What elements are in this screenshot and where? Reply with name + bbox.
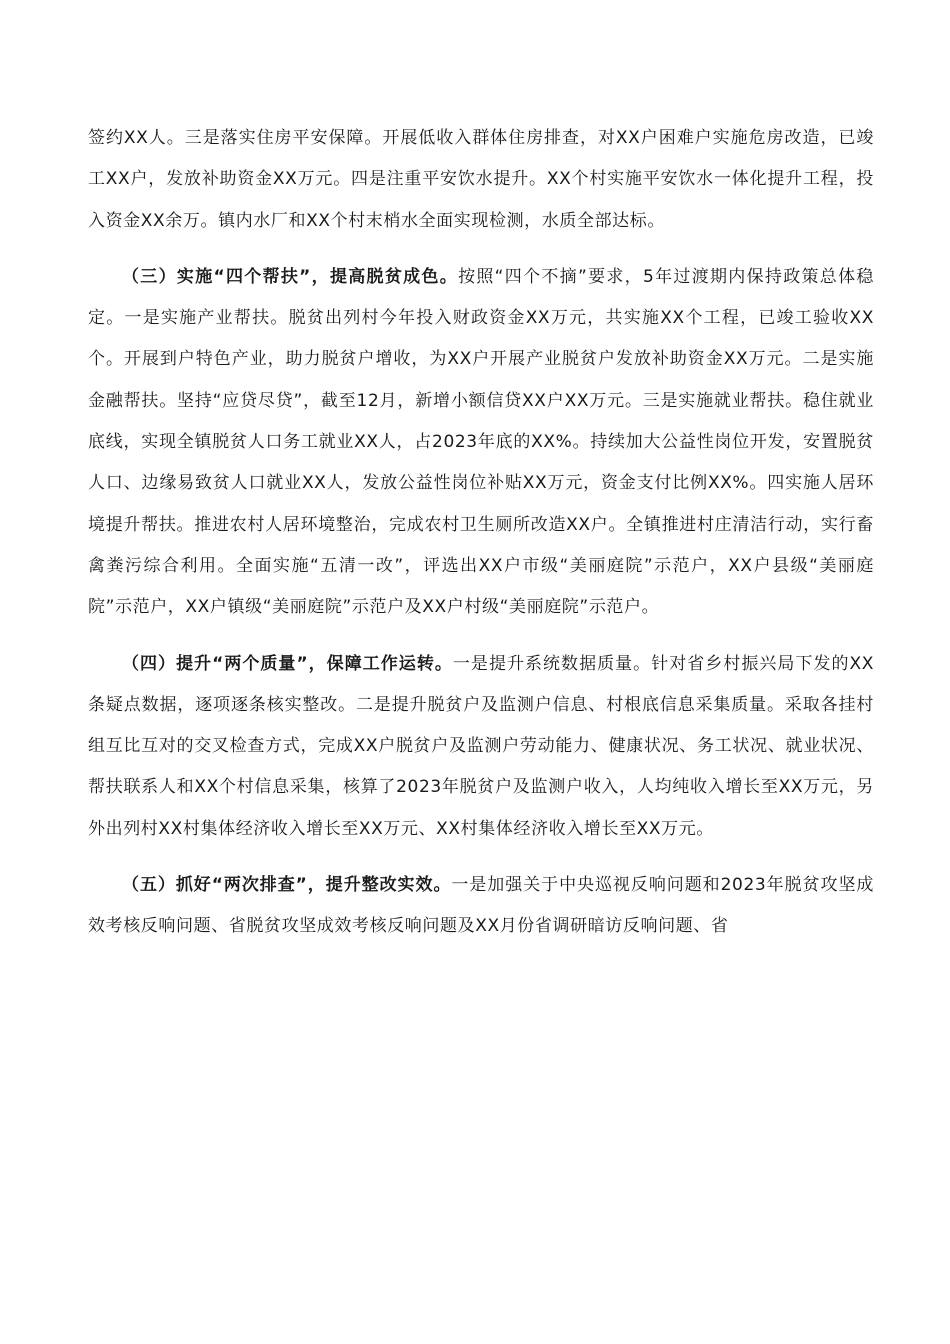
section-heading: （四）提升“两个质量”，保障工作运转。 xyxy=(122,653,453,674)
section-heading: （三）实施“四个帮扶”，提高脱贫成色。 xyxy=(122,266,459,287)
paragraph-body: 签约XX人。三是落实住房平安保障。开展低收入群体住房排查，对XX户困难户实施危房改造，已竣工XX户，发放补助资金XX万元。四是注重平安饮水提升。XX个村实施平安饮水一体化提升工程，投入资金XX余万。镇内水厂和XX个村末梢水全面实现检测，水质全部达标。 xyxy=(88,128,874,231)
section-heading: （五）抓好“两次排查”，提升整改实效。 xyxy=(122,875,452,896)
document-page xyxy=(88,118,874,963)
paragraph-continuation xyxy=(88,118,874,242)
paragraph-section-3 xyxy=(88,257,874,629)
paragraph-body: 一是提升系统数据质量。针对省乡村振兴局下发的XX条疑点数据，逐项逐条核实整改。二是提升脱贫户及监测户信息、村根底信息采集质量。采取各挂村组互比互对的交叉检查方式，完成XX户脱贫户及监测户劳动能力、健康状况、务工状况、就业状况、帮扶联系人和XX个村信息采集，核算了2023年脱贫户及监测户收入，人均纯收入增长至XX万元，另外出列村XX村集体经济收入增长至XX万元、XX村集体经济收入增长至XX万元。 xyxy=(88,653,874,839)
paragraph-section-4 xyxy=(88,644,874,850)
paragraph-section-5 xyxy=(88,865,874,948)
paragraph-body: 一是加强关于中央巡视反响问题和2023年脱贫攻坚成效考核反响问题、省脱贫攻坚成效考核反响问题及XX月份省调研暗访反响问题、省 xyxy=(88,875,874,937)
paragraph-body: 按照“四个不摘”要求，5年过渡期内保持政策总体稳定。一是实施产业帮扶。脱贫出列村今年投入财政资金XX万元，共实施XX个工程，已竣工验收XX个。开展到户特色产业，助力脱贫户增收，为XX户开展产业脱贫户发放补助资金XX万元。二是实施金融帮扶。坚持“应贷尽贷”，截至12月，新增小额信贷XX户XX万元。三是实施就业帮扶。稳住就业底线，实现全镇脱贫人口务工就业XX人，占2023年底的XX%。持续加大公益性岗位开发，安置脱贫人口、边缘易致贫人口就业XX人，发放公益性岗位补贴XX万元，资金支付比例XX%。四实施人居环境提升帮扶。推进农村人居环境整治，完成农村卫生厕所改造XX户。全镇推进村庄清洁行动，实行畜禽粪污综合利用。全面实施“五清一改”，评选出XX户市级“美丽庭院”示范户，XX户县级“美丽庭院”示范户，XX户镇级“美丽庭院”示范户及XX户村级“美丽庭院”示范户。 xyxy=(88,266,874,618)
